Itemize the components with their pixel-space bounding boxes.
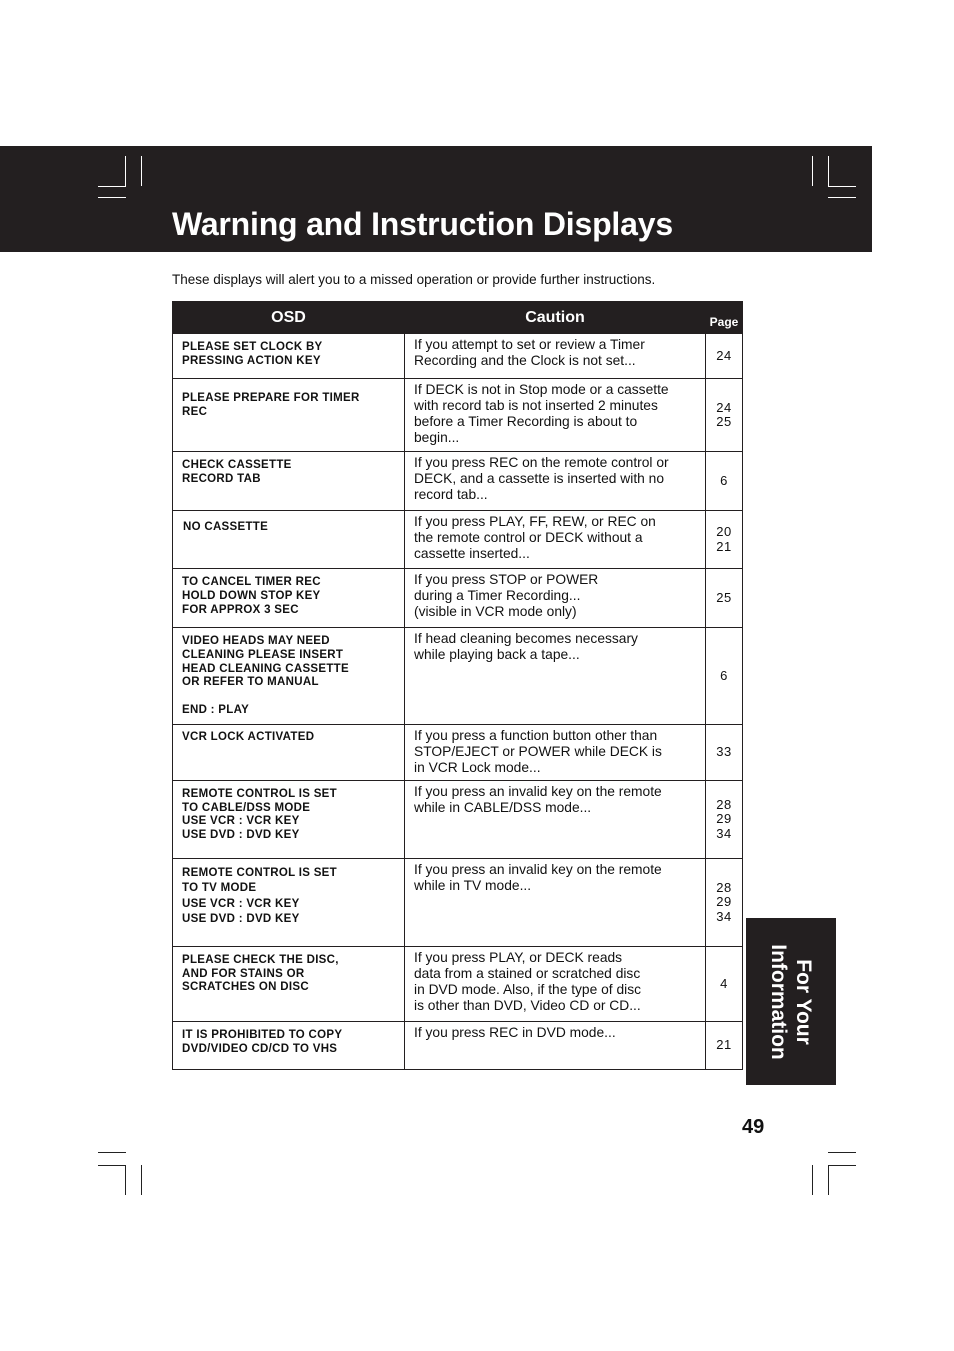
column-header-caution: Caution: [405, 302, 706, 334]
table-row: [173, 569, 743, 628]
caution-text: If you press PLAY, FF, REW, or REC on the remote control or DECK without a cassette inserted...: [405, 511, 706, 569]
table-row: [173, 379, 743, 452]
table-row: [173, 724, 743, 780]
side-tab-line-2: Information: [767, 944, 790, 1060]
crop-mark: [828, 186, 856, 187]
osd-message: PLEASE PREPARE FOR TIMER REC: [173, 379, 405, 452]
caution-text: If you press REC on the remote control or DECK, and a cassette is inserted with no record tab...: [405, 452, 706, 511]
side-tab-line-1: For Your: [792, 959, 815, 1045]
page-number: 49: [742, 1116, 765, 1138]
osd-message: IT IS PROHIBITED TO COPY DVD/VIDEO CD/CD TO VHS: [173, 1021, 405, 1069]
osd-message: PLEASE CHECK THE DISC, AND FOR STAINS OR SCRATCHES ON DISC: [173, 946, 405, 1021]
page-reference: 28 29 34: [706, 780, 743, 858]
table-row: [173, 780, 743, 858]
crop-mark: [828, 1152, 856, 1153]
crop-mark: [812, 1165, 813, 1195]
crop-mark: [141, 156, 142, 186]
page-title: Warning and Instruction Displays: [172, 206, 673, 242]
crop-mark: [125, 156, 126, 186]
table-row: [173, 1021, 743, 1069]
crop-mark: [828, 1165, 856, 1166]
osd-table: [172, 301, 743, 1070]
caution-text: If you press PLAY, or DECK reads data from a stained or scratched disc in DVD mode. Also, if the type of disc is other than DVD, Video CD or CD...: [405, 946, 706, 1021]
crop-mark: [98, 1152, 126, 1153]
intro-text: These displays will alert you to a missed operation or provide further instructions.: [172, 272, 656, 287]
column-header-page: Page: [706, 302, 743, 334]
crop-mark: [828, 197, 856, 198]
osd-message: VCR LOCK ACTIVATED: [173, 724, 405, 780]
caution-text: If you press STOP or POWER during a Timer Recording... (visible in VCR mode only): [405, 569, 706, 628]
crop-mark: [828, 1165, 829, 1195]
caution-text: If you press REC in DVD mode...: [405, 1021, 706, 1069]
osd-message: REMOTE CONTROL IS SET TO TV MODE USE VCR : VCR KEY USE DVD : DVD KEY: [173, 858, 405, 946]
crop-mark: [125, 1165, 126, 1195]
page-reference: 20 21: [706, 511, 743, 569]
crop-mark: [98, 186, 126, 187]
crop-mark: [98, 197, 126, 198]
page-reference: 24: [706, 334, 743, 379]
crop-mark: [141, 1165, 142, 1195]
table-header-row: [173, 302, 743, 334]
page-reference: 6: [706, 452, 743, 511]
osd-message: CHECK CASSETTE RECORD TAB: [173, 452, 405, 511]
table-row: [173, 452, 743, 511]
caution-text: If DECK is not in Stop mode or a cassette with record tab is not inserted 2 minutes before a Timer Recording is about to begin...: [405, 379, 706, 452]
crop-mark: [812, 156, 813, 186]
section-side-tab-label: [766, 944, 816, 1060]
page-reference: 33: [706, 724, 743, 780]
osd-message: NO CASSETTE: [173, 511, 405, 569]
page-reference: 24 25: [706, 379, 743, 452]
osd-message: TO CANCEL TIMER REC HOLD DOWN STOP KEY FOR APPROX 3 SEC: [173, 569, 405, 628]
caution-text: If you press an invalid key on the remote while in CABLE/DSS mode...: [405, 780, 706, 858]
crop-mark: [98, 1165, 126, 1166]
page-reference: 6: [706, 628, 743, 725]
osd-message: PLEASE SET CLOCK BY PRESSING ACTION KEY: [173, 334, 405, 379]
page-reference: 28 29 34: [706, 858, 743, 946]
caution-text: If you press an invalid key on the remote while in TV mode...: [405, 858, 706, 946]
caution-text: If head cleaning becomes necessary while playing back a tape...: [405, 628, 706, 725]
column-header-osd: OSD: [173, 302, 405, 334]
table-row: [173, 858, 743, 946]
osd-message: REMOTE CONTROL IS SET TO CABLE/DSS MODE USE VCR : VCR KEY USE DVD : DVD KEY: [173, 780, 405, 858]
caution-text: If you attempt to set or review a Timer Recording and the Clock is not set...: [405, 334, 706, 379]
crop-mark: [828, 156, 829, 186]
osd-message: VIDEO HEADS MAY NEED CLEANING PLEASE INSERT HEAD CLEANING CASSETTE OR REFER TO MANUAL END : PLAY: [173, 628, 405, 725]
page-reference: 21: [706, 1021, 743, 1069]
page-reference: 25: [706, 569, 743, 628]
caution-text: If you press a function button other than STOP/EJECT or POWER while DECK is in VCR Lock mode...: [405, 724, 706, 780]
table-row: [173, 946, 743, 1021]
table-row: [173, 334, 743, 379]
table-row: [173, 511, 743, 569]
table-row: [173, 628, 743, 725]
page-reference: 4: [706, 946, 743, 1021]
